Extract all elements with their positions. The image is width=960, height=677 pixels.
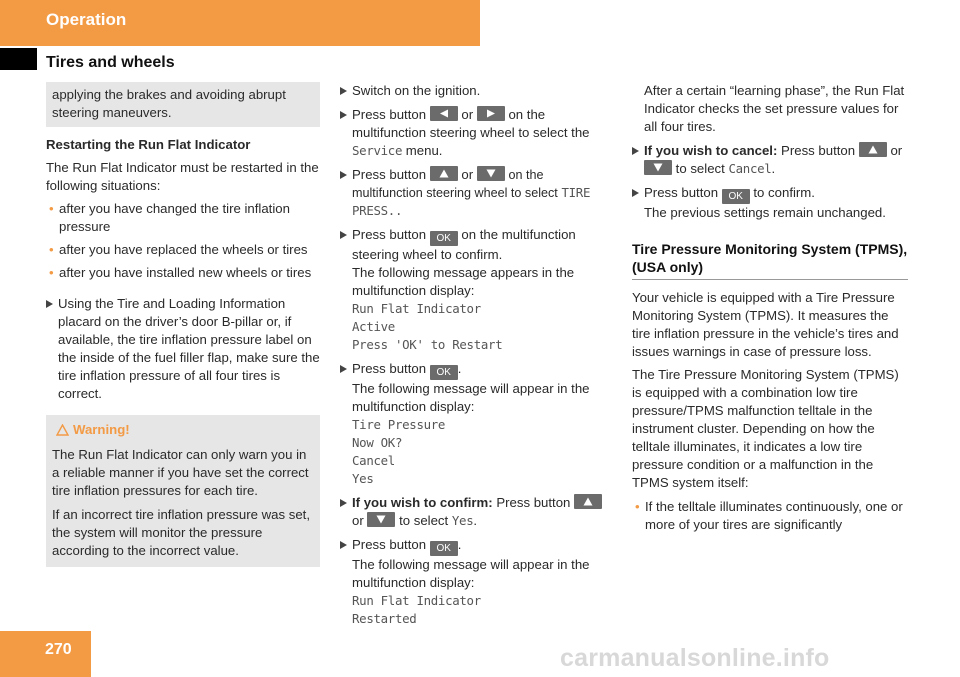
step-cancel: If you wish to cancel: Press button or to select Cancel.: [632, 142, 908, 178]
display-line: Restarted: [352, 611, 417, 626]
watermark: carmanualsonline.info: [560, 644, 830, 672]
step-press-ok: Press button OK . The following message will appear in the multifunction display: Tire Pressure Now OK? Cancel Yes: [340, 360, 615, 488]
up-arrow-button-icon: [859, 142, 887, 157]
tpms-heading: Tire Pressure Monitoring System (TPMS), (USA only): [632, 240, 908, 280]
page-number: 270: [45, 641, 72, 658]
display-line: Now OK?: [352, 435, 403, 450]
step-label: If you wish to cancel:: [644, 143, 778, 158]
column-right: [632, 82, 908, 534]
display-line: Run Flat Indicator: [352, 593, 481, 608]
continued-note-box: [46, 82, 320, 127]
display-line: Tire Pressure: [352, 417, 446, 432]
ok-button-icon: OK: [430, 541, 458, 556]
display-line: Press 'OK' to Restart: [352, 337, 503, 352]
step-text: Press button: [352, 227, 427, 242]
list-item: • after you have changed the tire inflation pressure: [46, 200, 320, 236]
step-text: Press button: [352, 167, 427, 182]
step-text: or: [890, 143, 903, 158]
step-text: to select: [675, 161, 725, 176]
list-item: • If the telltale illuminates continuously, one or more of your tires are significantly: [632, 498, 908, 534]
column-middle: [340, 82, 615, 628]
list-item: • after you have replaced the wheels or tires: [46, 241, 320, 259]
step-text: or: [461, 167, 474, 182]
step-select-service: [340, 106, 615, 160]
step-press-ok-restart: Press button OK . The following message will appear in the multifunction display: Run Flat Indicator Restarted: [340, 536, 615, 628]
step-text: menu.: [405, 143, 443, 158]
right-arrow-button-icon: [477, 106, 505, 121]
step-confirm-ok: [340, 226, 615, 354]
section-title: Operation: [46, 10, 127, 29]
step-text: or: [461, 107, 474, 122]
down-arrow-button-icon: [367, 512, 395, 527]
display-text-yes: Yes: [451, 513, 474, 528]
step-text: The previous settings remain unchanged.: [644, 205, 886, 220]
tpms-intro: Your vehicle is equipped with a Tire Pressure Monitoring System (TPMS). It measures the tire inflation pressure in the vehicle’s tires and issues warnings in case of pressure loss.: [632, 290, 899, 359]
step-confirm-cancel: [632, 184, 908, 222]
step-text: on the multifunction steering wheel to confirm.: [352, 227, 576, 262]
learning-phase-text: After a certain “learning phase”, the Run Flat Indicator checks the set pressure values for all four tires.: [644, 83, 905, 134]
ok-button-icon: OK: [430, 365, 458, 380]
up-arrow-button-icon: [574, 494, 602, 509]
ok-button-icon: OK: [430, 231, 458, 246]
list-item: • after you have installed new wheels or tires: [46, 264, 320, 282]
warning-text-1: The Run Flat Indicator can only warn you in a reliable manner if you have set the correct tire inflation pressures for each tire.: [52, 447, 309, 498]
down-arrow-button-icon: [477, 166, 505, 181]
left-arrow-button-icon: [430, 106, 458, 121]
display-text-service: Service: [352, 143, 403, 158]
warning-triangle-icon: [56, 423, 69, 441]
step-check-pressure: Using the Tire and Loading Information placard on the driver’s door B-pillar or, if available, the tire inflation pressure label on the inside of the fuel filler flap, make sure the tire inflation pressure of all four tires is correct.: [46, 295, 320, 403]
continued-note-text: applying the brakes and avoiding abrupt steering maneuvers.: [52, 87, 286, 120]
step-text: to confirm.: [753, 185, 815, 200]
step-text: The following message appears in the multifunction display:: [352, 265, 575, 298]
step-ignition: Switch on the ignition.: [340, 82, 615, 100]
display-text-cancel: Cancel: [728, 161, 772, 176]
step-confirm-yes: If you wish to confirm: Press button or to select Yes.: [340, 494, 615, 530]
display-line: Active: [352, 319, 395, 334]
up-arrow-button-icon: [430, 166, 458, 181]
step-text: The following message will appear in the multifunction display:: [352, 557, 590, 590]
restart-intro: The Run Flat Indicator must be restarted in the following situations:: [46, 160, 319, 193]
step-select-tire-press: [340, 166, 615, 220]
step-text: The following message will appear in the multifunction display:: [352, 381, 590, 414]
tpms-telltale-text: The Tire Pressure Monitoring System (TPMS) is equipped with a combination low tire pressure/TPMS malfunction telltale in the instrument cluster. Depending on how the telltale illuminates, it indicates a low tire pressure condition or a malfunction in the TPMS system itself:: [632, 367, 899, 490]
page-title: Tires and wheels: [46, 54, 175, 71]
step-text: on the multifunction steering wheel to select the: [352, 107, 590, 140]
warning-box: [46, 415, 320, 567]
display-text-tire-press: TIRE PRESS..: [352, 185, 591, 218]
step-text: Press button: [352, 361, 427, 376]
step-text: Press button: [496, 495, 571, 510]
step-text: Press button: [781, 143, 856, 158]
display-line: Run Flat Indicator: [352, 301, 481, 316]
down-arrow-button-icon: [644, 160, 672, 175]
step-text: Press button: [644, 185, 719, 200]
warning-header: [52, 421, 314, 441]
display-line: Cancel: [352, 453, 395, 468]
step-text: Press button: [352, 107, 427, 122]
column-left: [46, 82, 320, 567]
step-text: on the multifunction steering wheel to select: [352, 168, 558, 200]
restart-subheading: Restarting the Run Flat Indicator: [46, 137, 251, 152]
step-text: to select: [399, 513, 449, 528]
display-line: Yes: [352, 471, 374, 486]
warning-title: Warning!: [73, 422, 130, 437]
step-text: or: [352, 513, 364, 528]
ok-button-icon: OK: [722, 189, 750, 204]
warning-text-2: If an incorrect tire inflation pressure was set, the system will monitor the pressure according to the incorrect value.: [52, 507, 310, 558]
step-text: Press button: [352, 537, 427, 552]
step-label: If you wish to confirm:: [352, 495, 493, 510]
section-tab-marker: [0, 48, 37, 70]
